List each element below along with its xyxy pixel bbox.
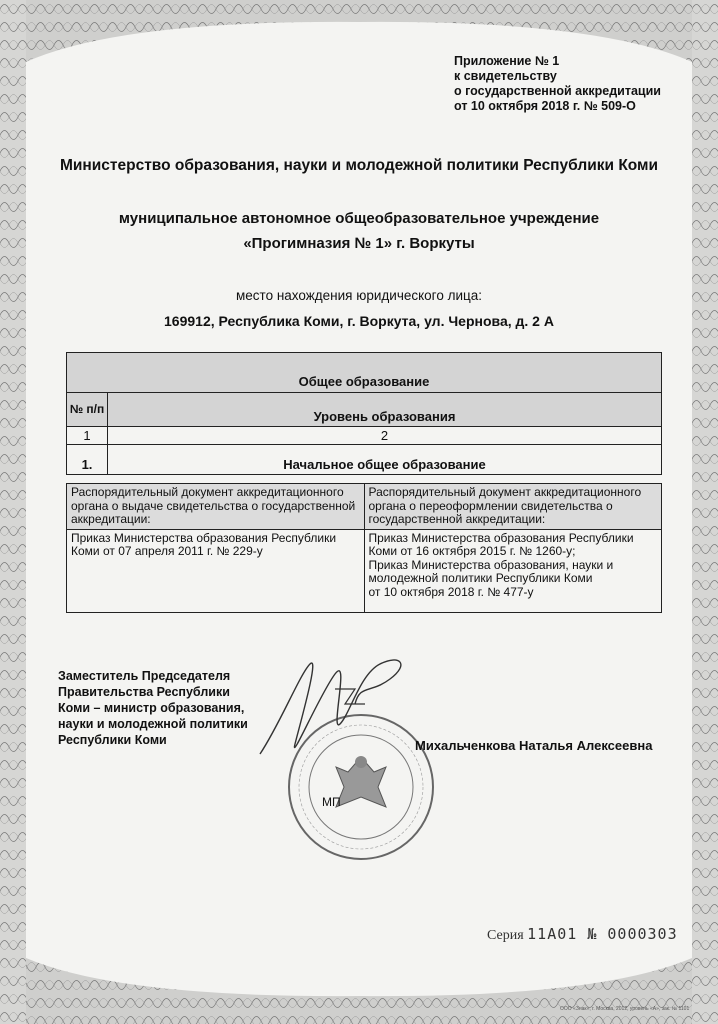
location-label: место нахождения юридического лица: xyxy=(236,288,482,303)
signer-title-line: науки и молодежной политики xyxy=(58,717,248,731)
appendix-line: от 10 октября 2018 г. № 509-О xyxy=(454,99,636,113)
doc-value-issue: Приказ Министерства образования Республики Коми от 07 апреля 2011 г. № 229-у xyxy=(67,529,365,612)
column-header-level: Уровень образования xyxy=(108,393,662,427)
signer-name: Михальченкова Наталья Алексеевна xyxy=(415,738,653,753)
appendix-line: о государственной аккредитации xyxy=(454,84,661,98)
doc-value-reissue xyxy=(364,529,662,612)
appendix-header xyxy=(454,54,661,114)
row-level: Начальное общее образование xyxy=(108,445,662,475)
education-table-title: Общее образование xyxy=(67,353,662,393)
series-number xyxy=(487,925,678,944)
ministry-title: Министерство образования, науки и молодежной политики Республики Коми xyxy=(59,157,659,174)
signer-title-line: Коми – министр образования, xyxy=(58,701,245,715)
seal-mp-label: МП xyxy=(322,795,341,809)
doc-value-line: Приказ Министерства образования Республики Коми от 16 октября 2015 г. № 1260-у; xyxy=(368,530,634,558)
documents-table xyxy=(66,483,662,613)
ornamental-border-left xyxy=(0,0,26,1024)
row-number: 1. xyxy=(67,445,108,475)
series-label: Серия xyxy=(487,928,524,943)
institution-name: «Прогимназия № 1» г. Воркуты xyxy=(243,235,475,252)
signer-title-line: Правительства Республики xyxy=(58,685,230,699)
doc-value-line: от 10 октября 2018 г. № 477-у xyxy=(368,584,534,599)
table-row xyxy=(67,445,662,475)
column-index: 1 xyxy=(67,427,108,445)
ornamental-border-bottom xyxy=(0,958,718,1024)
column-header-number: № п/п xyxy=(67,393,108,427)
signer-title xyxy=(58,668,248,748)
ornamental-border-top xyxy=(0,0,718,62)
location-address: 169912, Республика Коми, г. Воркута, ул. Чернова, д. 2 А xyxy=(164,313,554,329)
column-index: 2 xyxy=(108,427,662,445)
appendix-line: к свидетельству xyxy=(454,69,557,83)
printer-footer: ООО «Знак», г. Москва, 2012, уровень «А», зак. № 1101 xyxy=(560,1006,690,1012)
series-value: 11А01 № 0000303 xyxy=(527,925,678,943)
signer-title-line: Заместитель Председателя xyxy=(58,669,231,683)
doc-value-line: Приказ Министерства образования, науки и молодежной политики Республики Коми xyxy=(368,557,614,585)
handwritten-signature xyxy=(240,634,420,774)
institution-type: муниципальное автономное общеобразовательное учреждение xyxy=(118,210,600,227)
appendix-line: Приложение № 1 xyxy=(454,54,560,68)
doc-header-issue: Распорядительный документ аккредитационного органа о выдаче свидетельства о государственной аккредитации: xyxy=(67,484,365,530)
doc-header-reissue: Распорядительный документ аккредитационного органа о переоформлении свидетельства о государственной аккредитации: xyxy=(364,484,662,530)
signer-title-line: Республики Коми xyxy=(58,733,167,747)
education-table xyxy=(66,352,662,475)
ornamental-border-right xyxy=(692,0,718,1024)
